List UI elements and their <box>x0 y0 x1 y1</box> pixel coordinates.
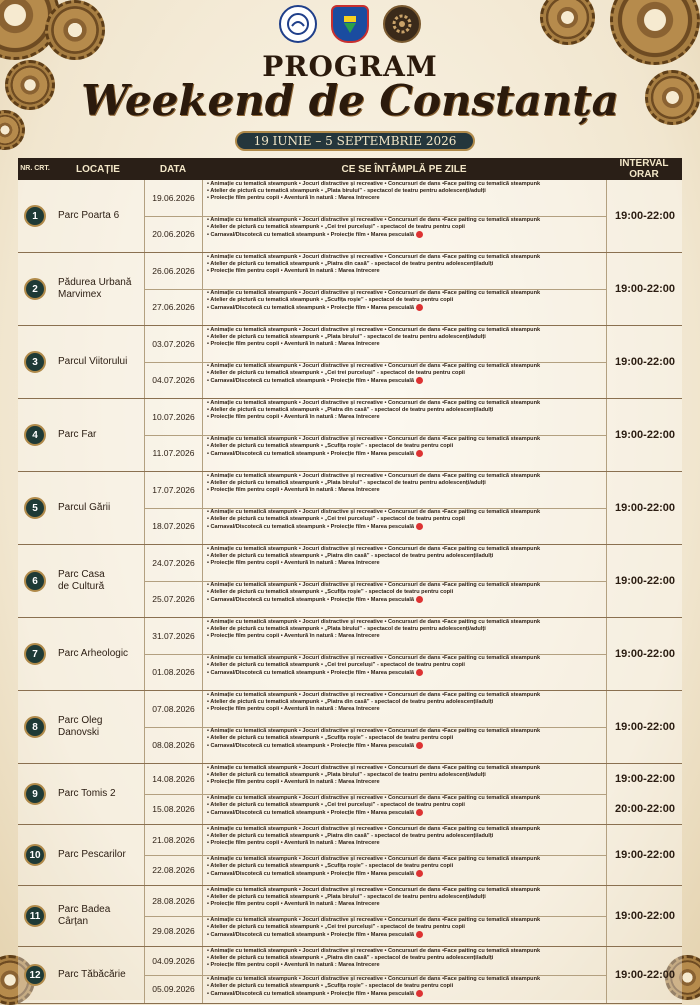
date-cell: 15.08.2026 <box>145 794 203 824</box>
interval-cell: 19:00-22:00 <box>606 253 683 325</box>
location-cell <box>58 764 144 824</box>
fishing-badge-icon <box>416 231 423 238</box>
fishing-badge-icon <box>416 931 423 938</box>
location-name: Parc Oleg Danovski <box>58 715 103 738</box>
activity-line: • Atelier de pictură cu tematică steampunk • „Scufița roșie” - spectacol de teatru pentru copii <box>207 589 454 595</box>
activity-line: • Proiecție film pentru copii • Aventură în natură : Marea întrecere <box>207 633 380 639</box>
activities-cell <box>207 436 605 458</box>
activity-line: • Carnaval/Discotecă cu tematică steampunk • Proiecție film • Marea pescuială <box>207 231 605 239</box>
interval-cell: 20:00-22:00 <box>606 794 683 824</box>
activity-line: • Animație cu tematică steampunk • Jocuri distractive și recreative • Concursuri de dans •Face paiting cu tematică steampunk <box>207 400 541 406</box>
activity-line: • Atelier de pictură cu tematică steampunk • „Piatra din casă” - spectacol de teatru pentru adolescenți/adulți <box>207 699 494 705</box>
activity-line: • Animație cu tematică steampunk • Jocuri distractive și recreative • Concursuri de dans •Face paiting cu tematică steampunk <box>207 582 541 588</box>
date-cell: 10.07.2026 <box>145 399 203 435</box>
activities-cell <box>207 856 605 878</box>
location-cell <box>58 691 144 763</box>
activity-line: • Animație cu tematică steampunk • Jocuri distractive și recreative • Concursuri de dans •Face paiting cu tematică steampunk <box>207 976 541 982</box>
activity-line: • Animație cu tematică steampunk • Jocuri distractive și recreative • Concursuri de dans •Face paiting cu tematică steampunk <box>207 254 541 260</box>
location-cell <box>58 399 144 471</box>
date-cell: 17.07.2026 <box>145 472 203 508</box>
activity-line: • Atelier de pictură cu tematică steampunk • „Cei trei purceluși” - spectacol de teatru pentru copii <box>207 662 465 668</box>
location-name: Parc Badea Cârțan <box>58 904 111 927</box>
row-number-badge: 12 <box>24 964 46 986</box>
activity-line: • Animație cu tematică steampunk • Jocuri distractive și recreative • Concursuri de dans •Face paiting cu tematică steampunk <box>207 181 541 187</box>
activity-line: • Proiecție film pentru copii • Aventură în natură : Marea întrecere <box>207 779 380 785</box>
activity-line: • Animație cu tematică steampunk • Jocuri distractive și recreative • Concursuri de dans •Face paiting cu tematică steampunk <box>207 948 541 954</box>
activity-line: • Atelier de pictură cu tematică steampunk • „Scufița roșie” - spectacol de teatru pentru copii <box>207 983 454 989</box>
activity-line: • Atelier de pictură cu tematică steampunk • „Cei trei purceluși” - spectacol de teatru pentru copii <box>207 370 465 376</box>
day-block <box>144 326 607 363</box>
location-name: Parc Tomis 2 <box>58 788 116 799</box>
date-cell: 25.07.2026 <box>145 581 203 617</box>
interval-cell: 19:00-22:00 <box>606 618 683 690</box>
activities-cell <box>207 400 605 421</box>
activity-line: • Proiecție film pentru copii • Aventură în natură : Marea întrecere <box>207 414 380 420</box>
activity-line: • Proiecție film pentru copii • Aventură în natură : Marea întrecere <box>207 706 380 712</box>
interval-cell: 19:00-22:00 <box>606 764 683 794</box>
row-number-badge: 8 <box>24 716 46 738</box>
interval-cell: 19:00-22:00 <box>606 399 683 471</box>
date-cell: 18.07.2026 <box>145 508 203 544</box>
activity-line: • Atelier de pictură cu tematică steampunk • „Plata birului” - spectacol de teatru pentru adolescenți/adulți <box>207 188 486 194</box>
day-block <box>144 508 607 544</box>
date-cell: 26.06.2026 <box>145 253 203 289</box>
activity-line: • Animație cu tematică steampunk • Jocuri distractive și recreative • Concursuri de dans •Face paiting cu tematică steampunk <box>207 327 541 333</box>
date-cell: 14.08.2026 <box>145 764 203 794</box>
activity-line: • Proiecție film pentru copii • Aventură în natură : Marea întrecere <box>207 962 380 968</box>
fishing-badge-icon <box>416 450 423 457</box>
date-cell: 19.06.2026 <box>145 180 203 216</box>
location-cell <box>58 825 144 885</box>
fishing-badge-icon <box>416 377 423 384</box>
activity-line: • Atelier de pictură cu tematică steampunk • „Cei trei purceluși” - spectacol de teatru pentru copii <box>207 224 465 230</box>
fishing-badge-icon <box>416 809 423 816</box>
activity-line: • Atelier de pictură cu tematică steampunk • „Plata birului” - spectacol de teatru pentru adolescenți/adulți <box>207 480 486 486</box>
activity-line: • Atelier de pictură cu tematică steampunk • „Cei trei purceluși” - spectacol de teatru pentru copii <box>207 924 465 930</box>
interval-cell: 19:00-22:00 <box>606 180 683 252</box>
date-cell: 31.07.2026 <box>145 618 203 654</box>
city-crest-icon <box>331 5 369 43</box>
table-row <box>18 399 682 472</box>
activity-line: • Atelier de pictură cu tematică steampunk • „Piatra din casă” - spectacol de teatru pentru adolescenți/adulți <box>207 261 494 267</box>
location-name: Parc Tăbăcărie <box>58 969 126 980</box>
date-cell: 04.09.2026 <box>145 947 203 975</box>
activity-line: • Atelier de pictură cu tematică steampunk • „Plata birului” - spectacol de teatru pentru adolescenți/adulți <box>207 894 486 900</box>
activity-line: • Atelier de pictură cu tematică steampunk • „Piatra din casă” - spectacol de teatru pentru adolescenți/adulți <box>207 553 494 559</box>
date-cell: 08.08.2026 <box>145 727 203 763</box>
day-block <box>144 886 607 917</box>
activity-line: • Carnaval/Discotecă cu tematică steampunk • Proiecție film • Marea pescuială <box>207 870 605 878</box>
row-number-badge: 3 <box>24 351 46 373</box>
activities-cell <box>207 692 605 713</box>
row-number-badge: 6 <box>24 570 46 592</box>
interval-cell: 19:00-22:00 <box>606 947 683 1003</box>
activities-cell <box>207 887 605 908</box>
date-cell: 07.08.2026 <box>145 691 203 727</box>
partner-logos <box>0 5 700 43</box>
day-block <box>144 180 607 217</box>
date-cell: 29.08.2026 <box>145 916 203 946</box>
activity-line: • Atelier de pictură cu tematică steampunk • „Piatra din casă” - spectacol de teatru pentru adolescenți/adulți <box>207 833 494 839</box>
date-cell: 20.06.2026 <box>145 216 203 252</box>
location-cell <box>58 326 144 398</box>
activity-line: • Animație cu tematică steampunk • Jocuri distractive și recreative • Concursuri de dans •Face paiting cu tematică steampunk <box>207 917 541 923</box>
activities-cell <box>207 917 605 939</box>
day-block <box>144 975 607 1003</box>
activities-cell <box>207 948 605 969</box>
activities-cell <box>207 728 605 750</box>
activity-line: • Animație cu tematică steampunk • Jocuri distractive și recreative • Concursuri de dans •Face paiting cu tematică steampunk <box>207 436 541 442</box>
location-name: Parc Pescarilor <box>58 849 126 860</box>
interval-cell: 19:00-22:00 <box>606 691 683 763</box>
activity-line: • Carnaval/Discotecă cu tematică steampunk • Proiecție film • Marea pescuială <box>207 990 605 998</box>
fishing-badge-icon <box>416 990 423 997</box>
activity-line: • Atelier de pictură cu tematică steampunk • „Cei trei purceluși” - spectacol de teatru pentru copii <box>207 802 465 808</box>
activities-cell <box>207 181 605 202</box>
activity-line: • Carnaval/Discotecă cu tematică steampunk • Proiecție film • Marea pescuială <box>207 931 605 939</box>
interval-cell: 19:00-22:00 <box>606 886 683 946</box>
interval-cell: 19:00-22:00 <box>606 326 683 398</box>
day-block <box>144 472 607 509</box>
activities-cell <box>207 290 605 312</box>
activity-line: • Proiecție film pentru copii • Aventură în natură : Marea întrecere <box>207 840 380 846</box>
activities-cell <box>207 509 605 531</box>
activity-line: • Carnaval/Discotecă cu tematică steampunk • Proiecție film • Marea pescuială <box>207 742 605 750</box>
location-cell <box>58 472 144 544</box>
location-name: Pădurea Urbană Marvimex <box>58 277 132 300</box>
activity-line: • Animație cu tematică steampunk • Jocuri distractive și recreative • Concursuri de dans •Face paiting cu tematică steampunk <box>207 473 541 479</box>
location-cell <box>58 947 144 1003</box>
activities-cell <box>207 327 605 348</box>
date-cell: 05.09.2026 <box>145 975 203 1003</box>
activities-cell <box>207 765 605 786</box>
activity-line: • Atelier de pictură cu tematică steampunk • „Plata birului” - spectacol de teatru pentru adolescenți/adulți <box>207 626 486 632</box>
location-cell <box>58 180 144 252</box>
day-block <box>144 545 607 582</box>
date-cell: 01.08.2026 <box>145 654 203 690</box>
interval-cell: 19:00-22:00 <box>606 545 683 617</box>
day-block <box>144 855 607 885</box>
activity-line: • Atelier de pictură cu tematică steampunk • „Piatra din casă” - spectacol de teatru pentru adolescenți/adulți <box>207 407 494 413</box>
activity-line: • Atelier de pictură cu tematică steampunk • „Plata birului” - spectacol de teatru pentru adolescenți/adulți <box>207 772 486 778</box>
location-name: Parc Poarta 6 <box>58 210 120 221</box>
activity-line: • Animație cu tematică steampunk • Jocuri distractive și recreative • Concursuri de dans •Face paiting cu tematică steampunk <box>207 826 541 832</box>
header-location: LOCAȚIE <box>76 163 120 175</box>
row-number-badge: 9 <box>24 783 46 805</box>
activity-line: • Proiecție film pentru copii • Aventură în natură : Marea întrecere <box>207 487 380 493</box>
interval-cell: 19:00-22:00 <box>606 825 683 885</box>
date-cell: 24.07.2026 <box>145 545 203 581</box>
partner-logo-icon <box>279 5 317 43</box>
day-block <box>144 399 607 436</box>
day-block <box>144 947 607 976</box>
fishing-badge-icon <box>416 669 423 676</box>
table-header <box>18 158 682 180</box>
day-block <box>144 216 607 252</box>
row-number-badge: 10 <box>24 844 46 866</box>
row-number-badge: 2 <box>24 278 46 300</box>
header-nr: NR. CRT. <box>20 165 50 172</box>
fishing-badge-icon <box>416 596 423 603</box>
location-cell <box>58 253 144 325</box>
day-block <box>144 253 607 290</box>
activity-line: • Proiecție film pentru copii • Aventură în natură : Marea întrecere <box>207 341 380 347</box>
activity-line: • Animație cu tematică steampunk • Jocuri distractive și recreative • Concursuri de dans •Face paiting cu tematică steampunk <box>207 546 541 552</box>
activity-line: • Animație cu tematică steampunk • Jocuri distractive și recreative • Concursuri de dans •Face paiting cu tematică steampunk <box>207 765 541 771</box>
activity-line: • Atelier de pictură cu tematică steampunk • „Scufița roșie” - spectacol de teatru pentru copii <box>207 443 454 449</box>
activity-line: • Proiecție film pentru copii • Aventură în natură : Marea întrecere <box>207 268 380 274</box>
activity-line: • Animație cu tematică steampunk • Jocuri distractive și recreative • Concursuri de dans •Face paiting cu tematică steampunk <box>207 692 541 698</box>
location-name: Parcul Viitorului <box>58 356 128 367</box>
table-row <box>18 180 682 253</box>
day-block <box>144 825 607 856</box>
fishing-badge-icon <box>416 870 423 877</box>
date-cell: 11.07.2026 <box>145 435 203 471</box>
date-cell: 04.07.2026 <box>145 362 203 398</box>
table-row <box>18 691 682 764</box>
date-range-banner: 19 IUNIE – 5 SEPTEMBRIE 2026 <box>235 131 475 151</box>
activity-line: • Carnaval/Discotecă cu tematică steampunk • Proiecție film • Marea pescuială <box>207 450 605 458</box>
row-number-badge: 1 <box>24 205 46 227</box>
day-block <box>144 618 607 655</box>
day-block <box>144 435 607 471</box>
activities-cell <box>207 546 605 567</box>
day-block <box>144 727 607 763</box>
activity-line: • Carnaval/Discotecă cu tematică steampunk • Proiecție film • Marea pescuială <box>207 304 605 312</box>
day-block <box>144 691 607 728</box>
table-row <box>18 545 682 618</box>
activity-line: • Atelier de pictură cu tematică steampunk • „Plata birului” - spectacol de teatru pentru adolescenți/adulți <box>207 334 486 340</box>
table-row <box>18 764 682 825</box>
day-block <box>144 916 607 946</box>
activities-cell <box>207 655 605 677</box>
row-number-badge: 11 <box>24 905 46 927</box>
fishing-badge-icon <box>416 742 423 749</box>
date-cell: 21.08.2026 <box>145 825 203 855</box>
day-block <box>144 289 607 325</box>
activity-line: • Animație cu tematică steampunk • Jocuri distractive și recreative • Concursuri de dans •Face paiting cu tematică steampunk <box>207 509 541 515</box>
page-title: PROGRAM <box>262 50 438 83</box>
activity-line: • Atelier de pictură cu tematică steampunk • „Piatra din casă” - spectacol de teatru pentru adolescenți/adulți <box>207 955 494 961</box>
activity-line: • Animație cu tematică steampunk • Jocuri distractive și recreative • Concursuri de dans •Face paiting cu tematică steampunk <box>207 290 541 296</box>
activity-line: • Animație cu tematică steampunk • Jocuri distractive și recreative • Concursuri de dans •Face paiting cu tematică steampunk <box>207 363 541 369</box>
activity-line: • Carnaval/Discotecă cu tematică steampunk • Proiecție film • Marea pescuială <box>207 523 605 531</box>
activities-cell <box>207 217 605 239</box>
table-row <box>18 618 682 691</box>
header-interval: INTERVAL ORAR <box>619 158 669 180</box>
steampunk-logo-icon <box>383 5 421 43</box>
schedule-table <box>18 158 682 1004</box>
activity-line: • Proiecție film pentru copii • Aventură în natură : Marea întrecere <box>207 195 380 201</box>
day-block <box>144 581 607 617</box>
activity-line: • Animație cu tematică steampunk • Jocuri distractive și recreative • Concursuri de dans •Face paiting cu tematică steampunk <box>207 795 541 801</box>
location-name: Parcul Gării <box>58 502 111 513</box>
activity-line: • Animație cu tematică steampunk • Jocuri distractive și recreative • Concursuri de dans •Face paiting cu tematică steampunk <box>207 887 541 893</box>
activity-line: • Animație cu tematică steampunk • Jocuri distractive și recreative • Concursuri de dans •Face paiting cu tematică steampunk <box>207 619 541 625</box>
table-body <box>18 180 682 1004</box>
activities-cell <box>207 363 605 385</box>
day-block <box>144 362 607 398</box>
activity-line: • Carnaval/Discotecă cu tematică steampunk • Proiecție film • Marea pescuială <box>207 809 605 817</box>
row-number-badge: 4 <box>24 424 46 446</box>
activity-line: • Atelier de pictură cu tematică steampunk • „Scufița roșie” - spectacol de teatru pentru copii <box>207 297 454 303</box>
table-row <box>18 947 682 1004</box>
activity-line: • Atelier de pictură cu tematică steampunk • „Scufița roșie” - spectacol de teatru pentru copii <box>207 863 454 869</box>
row-number-badge: 7 <box>24 643 46 665</box>
fishing-badge-icon <box>416 304 423 311</box>
header-date: DATA <box>159 163 187 175</box>
day-block <box>144 794 607 824</box>
row-number-badge: 5 <box>24 497 46 519</box>
activity-line: • Animație cu tematică steampunk • Jocuri distractive și recreative • Concursuri de dans •Face paiting cu tematică steampunk <box>207 728 541 734</box>
activity-line: • Atelier de pictură cu tematică steampunk • „Scufița roșie” - spectacol de teatru pentru copii <box>207 735 454 741</box>
event-title: Weekend de Constanța <box>81 76 619 125</box>
table-row <box>18 825 682 886</box>
activity-line: • Animație cu tematică steampunk • Jocuri distractive și recreative • Concursuri de dans •Face paiting cu tematică steampunk <box>207 856 541 862</box>
activities-cell <box>207 826 605 847</box>
activity-line: • Carnaval/Discotecă cu tematică steampunk • Proiecție film • Marea pescuială <box>207 669 605 677</box>
activity-line: • Animație cu tematică steampunk • Jocuri distractive și recreative • Concursuri de dans •Face paiting cu tematică steampunk <box>207 217 541 223</box>
activities-cell <box>207 473 605 494</box>
day-block <box>144 764 607 795</box>
day-block <box>144 654 607 690</box>
activity-line: • Carnaval/Discotecă cu tematică steampunk • Proiecție film • Marea pescuială <box>207 377 605 385</box>
location-name: Parc Far <box>58 429 97 440</box>
activities-cell <box>207 795 605 817</box>
date-cell: 28.08.2026 <box>145 886 203 916</box>
activity-line: • Carnaval/Discotecă cu tematică steampunk • Proiecție film • Marea pescuială <box>207 596 605 604</box>
date-cell: 03.07.2026 <box>145 326 203 362</box>
activities-cell <box>207 619 605 640</box>
location-name: Parc Casa de Cultură <box>58 569 105 592</box>
activity-line: • Proiecție film pentru copii • Aventură în natură : Marea întrecere <box>207 560 380 566</box>
activities-cell <box>207 976 605 998</box>
activity-line: • Animație cu tematică steampunk • Jocuri distractive și recreative • Concursuri de dans •Face paiting cu tematică steampunk <box>207 655 541 661</box>
table-row <box>18 253 682 326</box>
fishing-badge-icon <box>416 523 423 530</box>
activity-line: • Atelier de pictură cu tematică steampunk • „Cei trei purceluși” - spectacol de teatru pentru copii <box>207 516 465 522</box>
table-row <box>18 472 682 545</box>
activity-line: • Proiecție film pentru copii • Aventură în natură : Marea întrecere <box>207 901 380 907</box>
activities-cell <box>207 254 605 275</box>
activities-cell <box>207 582 605 604</box>
interval-cell: 19:00-22:00 <box>606 472 683 544</box>
table-row <box>18 326 682 399</box>
location-cell <box>58 618 144 690</box>
location-cell <box>58 545 144 617</box>
location-name: Parc Arheologic <box>58 648 129 659</box>
date-cell: 27.06.2026 <box>145 289 203 325</box>
table-row <box>18 886 682 947</box>
location-cell <box>58 886 144 946</box>
header-activities: CE SE ÎNTÂMPLĂ PE ZILE <box>341 163 467 175</box>
date-cell: 22.08.2026 <box>145 855 203 885</box>
